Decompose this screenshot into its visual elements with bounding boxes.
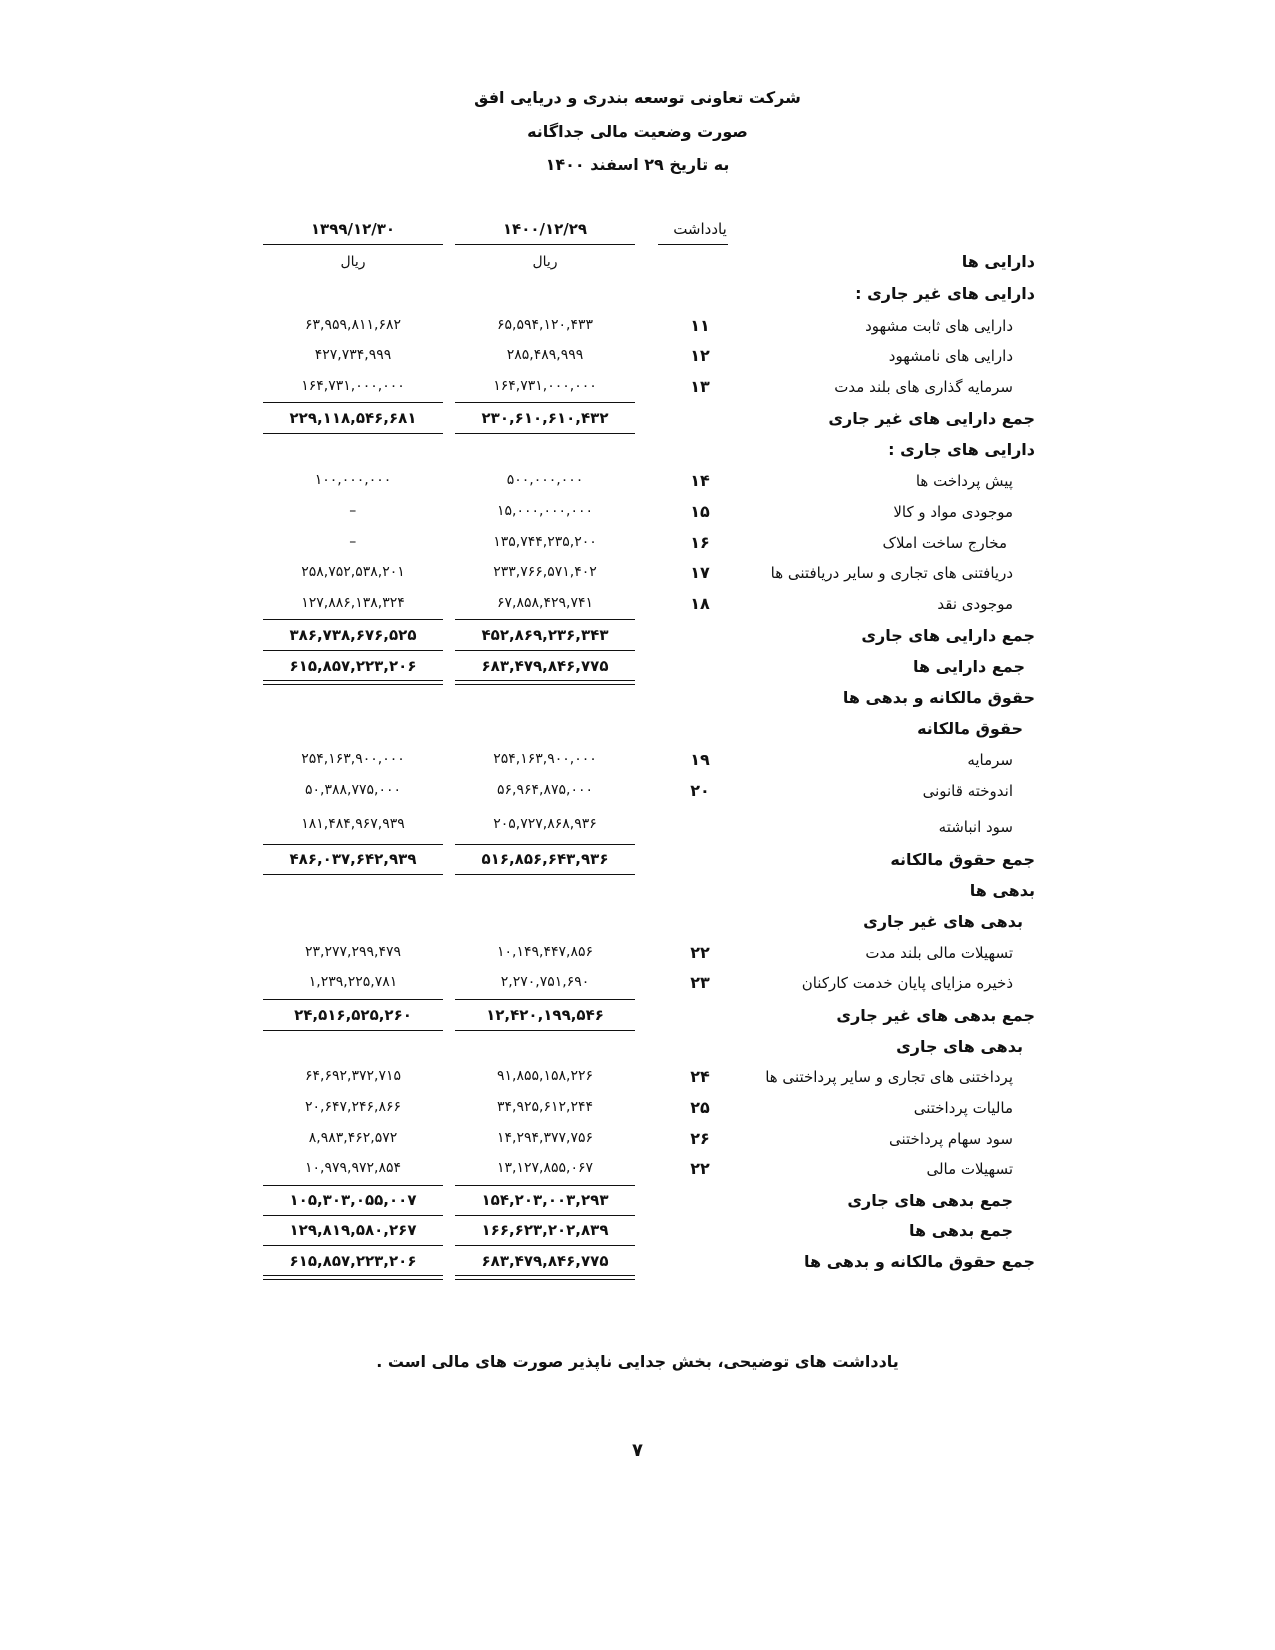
row-prior: ۱۸۱,۴۸۴,۹۶۷,۹۳۹ (301, 816, 405, 832)
row-label: مالیات پرداختنی (913, 1099, 1013, 1117)
row-label: ذخیره مزایای پایان خدمت کارکنان (801, 974, 1013, 992)
total-rule (263, 1245, 443, 1246)
header-rule-current (455, 244, 635, 245)
total-rule (263, 650, 443, 651)
row-current: ۲۸۵,۴۸۹,۹۹۹ (506, 347, 584, 363)
grand-total-double-rule (263, 1275, 443, 1280)
row-prior: ۸,۹۸۳,۴۶۲,۵۷۲ (308, 1130, 398, 1146)
total-current: ۵۱۶,۸۵۶,۶۴۳,۹۳۶ (481, 850, 609, 868)
row-prior: ۴۲۷,۷۳۴,۹۹۹ (314, 347, 392, 363)
row-prior: ۱۰۰,۰۰۰,۰۰۰ (314, 472, 392, 488)
row-note: ۲۳ (690, 973, 710, 992)
column-header-note: یادداشت (673, 220, 727, 238)
row-label: سرمایه (967, 751, 1013, 769)
total-label: جمع دارایی های غیر جاری (828, 409, 1035, 428)
row-current: ۵۰۰,۰۰۰,۰۰۰ (506, 472, 584, 488)
unit-current: ریال (532, 254, 558, 270)
row-label: پیش پرداخت ها (915, 472, 1013, 490)
row-prior: ۵۰,۳۸۸,۷۷۵,۰۰۰ (304, 782, 402, 798)
total-rule (455, 1215, 635, 1216)
row-prior: ۲۵۸,۷۵۲,۵۳۸,۲۰۱ (301, 564, 405, 580)
row-current: ۶۷,۸۵۸,۴۲۹,۷۴۱ (496, 595, 594, 611)
heading-noncurrent-assets: دارایی های غیر جاری : (855, 284, 1035, 303)
row-current: ۹۱,۸۵۵,۱۵۸,۲۲۶ (496, 1068, 594, 1084)
row-label: تسهیلات مالی (926, 1160, 1013, 1178)
heading-equity-liabilities: حقوق مالکانه و بدهی ها (842, 688, 1035, 707)
heading-current-liabilities: بدهی های جاری (896, 1037, 1023, 1056)
row-label: تسهیلات مالی بلند مدت (865, 944, 1013, 962)
row-note: ۲۰ (690, 781, 710, 800)
row-current: ۲,۲۷۰,۷۵۱,۶۹۰ (500, 974, 590, 990)
total-label: جمع بدهی های غیر جاری (836, 1006, 1035, 1025)
total-current: ۱۲,۴۲۰,۱۹۹,۵۴۶ (486, 1006, 604, 1024)
row-label: سرمایه گذاری های بلند مدت (834, 378, 1013, 396)
total-rule (455, 844, 635, 845)
heading-noncurrent-liabilities: بدهی های غیر جاری (863, 912, 1023, 931)
total-rule (455, 1030, 635, 1031)
column-header-prior: ۱۳۹۹/۱۲/۳۰ (310, 220, 396, 238)
page-number: ۷ (632, 1440, 643, 1461)
total-current: ۶۸۳,۴۷۹,۸۴۶,۷۷۵ (481, 1252, 609, 1270)
row-label: سود انباشته (938, 818, 1013, 836)
row-current: ۲۰۵,۷۲۷,۸۶۸,۹۳۶ (493, 816, 597, 832)
total-rule (455, 619, 635, 620)
grand-total-double-rule (455, 1275, 635, 1280)
total-label: جمع بدهی ها (909, 1221, 1013, 1240)
row-current: ۱۶۴,۷۳۱,۰۰۰,۰۰۰ (493, 378, 597, 394)
header-rule-note (658, 244, 728, 245)
row-prior: ۲۵۴,۱۶۳,۹۰۰,۰۰۰ (301, 751, 405, 767)
row-prior: – (349, 503, 357, 519)
row-label: موجودی مواد و کالا (893, 503, 1013, 521)
heading-assets: دارایی ها (961, 252, 1035, 271)
total-current: ۶۸۳,۴۷۹,۸۴۶,۷۷۵ (481, 657, 609, 675)
row-current: ۱۰,۱۴۹,۴۴۷,۸۵۶ (496, 944, 594, 960)
total-current: ۱۶۶,۶۲۳,۲۰۲,۸۳۹ (481, 1221, 609, 1239)
total-current: ۲۳۰,۶۱۰,۶۱۰,۴۳۲ (481, 409, 609, 427)
heading-liabilities: بدهی ها (969, 881, 1035, 900)
row-note: ۱۴ (690, 471, 710, 490)
row-current: ۱۴,۲۹۴,۳۷۷,۷۵۶ (496, 1130, 594, 1146)
total-label: جمع دارایی ها (912, 657, 1025, 676)
row-note: ۲۶ (690, 1129, 710, 1148)
row-prior: ۱۲۷,۸۸۶,۱۳۸,۳۲۴ (301, 595, 405, 611)
row-note: ۱۳ (690, 377, 710, 396)
total-label: جمع دارایی های جاری (861, 626, 1035, 645)
total-label: جمع بدهی های جاری (847, 1191, 1013, 1210)
grand-total-double-rule (263, 680, 443, 685)
total-rule (263, 1185, 443, 1186)
row-prior: ۶۳,۹۵۹,۸۱۱,۶۸۲ (304, 317, 402, 333)
total-rule (263, 874, 443, 875)
row-label: سود سهام پرداختنی (889, 1130, 1013, 1148)
total-rule (263, 999, 443, 1000)
company-name: شرکت تعاونی توسعه بندری و دریایی افق (474, 88, 801, 107)
total-label: جمع حقوق مالکانه (890, 850, 1035, 869)
row-note: ۱۶ (690, 533, 710, 552)
total-prior: ۳۸۶,۷۳۸,۶۷۶,۵۲۵ (289, 626, 417, 644)
row-prior: ۱,۲۳۹,۲۲۵,۷۸۱ (308, 974, 398, 990)
total-prior: ۶۱۵,۸۵۷,۲۲۳,۲۰۶ (289, 657, 417, 675)
row-label: اندوخته قانونی (922, 782, 1013, 800)
total-current: ۴۵۲,۸۶۹,۲۳۶,۳۴۳ (481, 626, 609, 644)
row-note: ۱۸ (690, 594, 710, 613)
row-prior: – (349, 534, 357, 550)
total-rule (263, 433, 443, 434)
row-prior: ۲۳,۲۷۷,۲۹۹,۴۷۹ (304, 944, 402, 960)
total-rule (455, 999, 635, 1000)
total-label: جمع حقوق مالکانه و بدهی ها (804, 1252, 1035, 1271)
row-label: پرداختنی های تجاری و سایر پرداختنی ها (765, 1068, 1013, 1086)
row-current: ۲۳۳,۷۶۶,۵۷۱,۴۰۲ (493, 564, 597, 580)
total-rule (455, 650, 635, 651)
total-rule (263, 1215, 443, 1216)
total-prior: ۲۲۹,۱۱۸,۵۴۶,۶۸۱ (289, 409, 417, 427)
unit-prior: ریال (340, 254, 366, 270)
total-prior: ۲۴,۵۱۶,۵۲۵,۲۶۰ (294, 1006, 412, 1024)
row-note: ۲۴ (690, 1067, 710, 1086)
row-current: ۳۴,۹۲۵,۶۱۲,۲۴۴ (496, 1099, 594, 1115)
statement-date: به تاریخ ۲۹ اسفند ۱۴۰۰ (545, 155, 730, 174)
row-note: ۱۷ (690, 563, 710, 582)
heading-equity: حقوق مالکانه (917, 719, 1023, 738)
row-note: ۲۲ (690, 1159, 710, 1178)
total-rule (455, 402, 635, 403)
total-rule (455, 874, 635, 875)
total-rule (263, 1030, 443, 1031)
statement-title: صورت وضعیت مالی جداگانه (527, 122, 748, 141)
row-prior: ۱۶۴,۷۳۱,۰۰۰,۰۰۰ (301, 378, 405, 394)
row-note: ۱۵ (690, 502, 710, 521)
column-header-current: ۱۴۰۰/۱۲/۲۹ (502, 220, 588, 238)
row-label: دارایی های نامشهود (888, 347, 1013, 365)
row-prior: ۲۰,۶۴۷,۲۴۶,۸۶۶ (304, 1099, 402, 1115)
total-rule (263, 619, 443, 620)
total-current: ۱۵۴,۲۰۳,۰۰۳,۲۹۳ (481, 1191, 609, 1209)
row-current: ۲۵۴,۱۶۳,۹۰۰,۰۰۰ (493, 751, 597, 767)
total-rule (263, 402, 443, 403)
row-label: دارایی های ثابت مشهود (865, 317, 1013, 335)
row-current: ۱۵,۰۰۰,۰۰۰,۰۰۰ (496, 503, 594, 519)
total-rule (455, 1185, 635, 1186)
total-rule (455, 433, 635, 434)
total-prior: ۱۰۵,۳۰۳,۰۵۵,۰۰۷ (289, 1191, 417, 1209)
total-prior: ۶۱۵,۸۵۷,۲۲۳,۲۰۶ (289, 1252, 417, 1270)
total-prior: ۴۸۶,۰۳۷,۶۴۲,۹۳۹ (289, 850, 417, 868)
row-prior: ۶۴,۶۹۲,۳۷۲,۷۱۵ (304, 1068, 402, 1084)
row-current: ۱۳۵,۷۴۴,۲۳۵,۲۰۰ (493, 534, 597, 550)
heading-current-assets: دارایی های جاری : (888, 440, 1035, 459)
row-note: ۲۵ (690, 1098, 710, 1117)
row-note: ۱۲ (690, 346, 710, 365)
row-note: ۲۲ (690, 943, 710, 962)
row-label: مخارج ساخت املاک (882, 534, 1007, 552)
total-rule (455, 1245, 635, 1246)
row-note: ۱۹ (690, 750, 710, 769)
total-rule (263, 844, 443, 845)
row-label: دریافتنی های تجاری و سایر دریافتنی ها (770, 564, 1013, 582)
row-current: ۱۳,۱۲۷,۸۵۵,۰۶۷ (496, 1160, 594, 1176)
total-prior: ۱۲۹,۸۱۹,۵۸۰,۲۶۷ (289, 1221, 417, 1239)
row-label: موجودی نقد (937, 595, 1013, 613)
header-rule-prior (263, 244, 443, 245)
row-current: ۵۶,۹۶۴,۸۷۵,۰۰۰ (496, 782, 594, 798)
row-prior: ۱۰,۹۷۹,۹۷۲,۸۵۴ (304, 1160, 402, 1176)
row-note: ۱۱ (690, 316, 710, 335)
grand-total-double-rule (455, 680, 635, 685)
notes-footer-text: یادداشت های توضیحی، بخش جدایی ناپذیر صورت های مالی است . (376, 1352, 899, 1371)
row-current: ۶۵,۵۹۴,۱۲۰,۴۳۳ (496, 317, 594, 333)
